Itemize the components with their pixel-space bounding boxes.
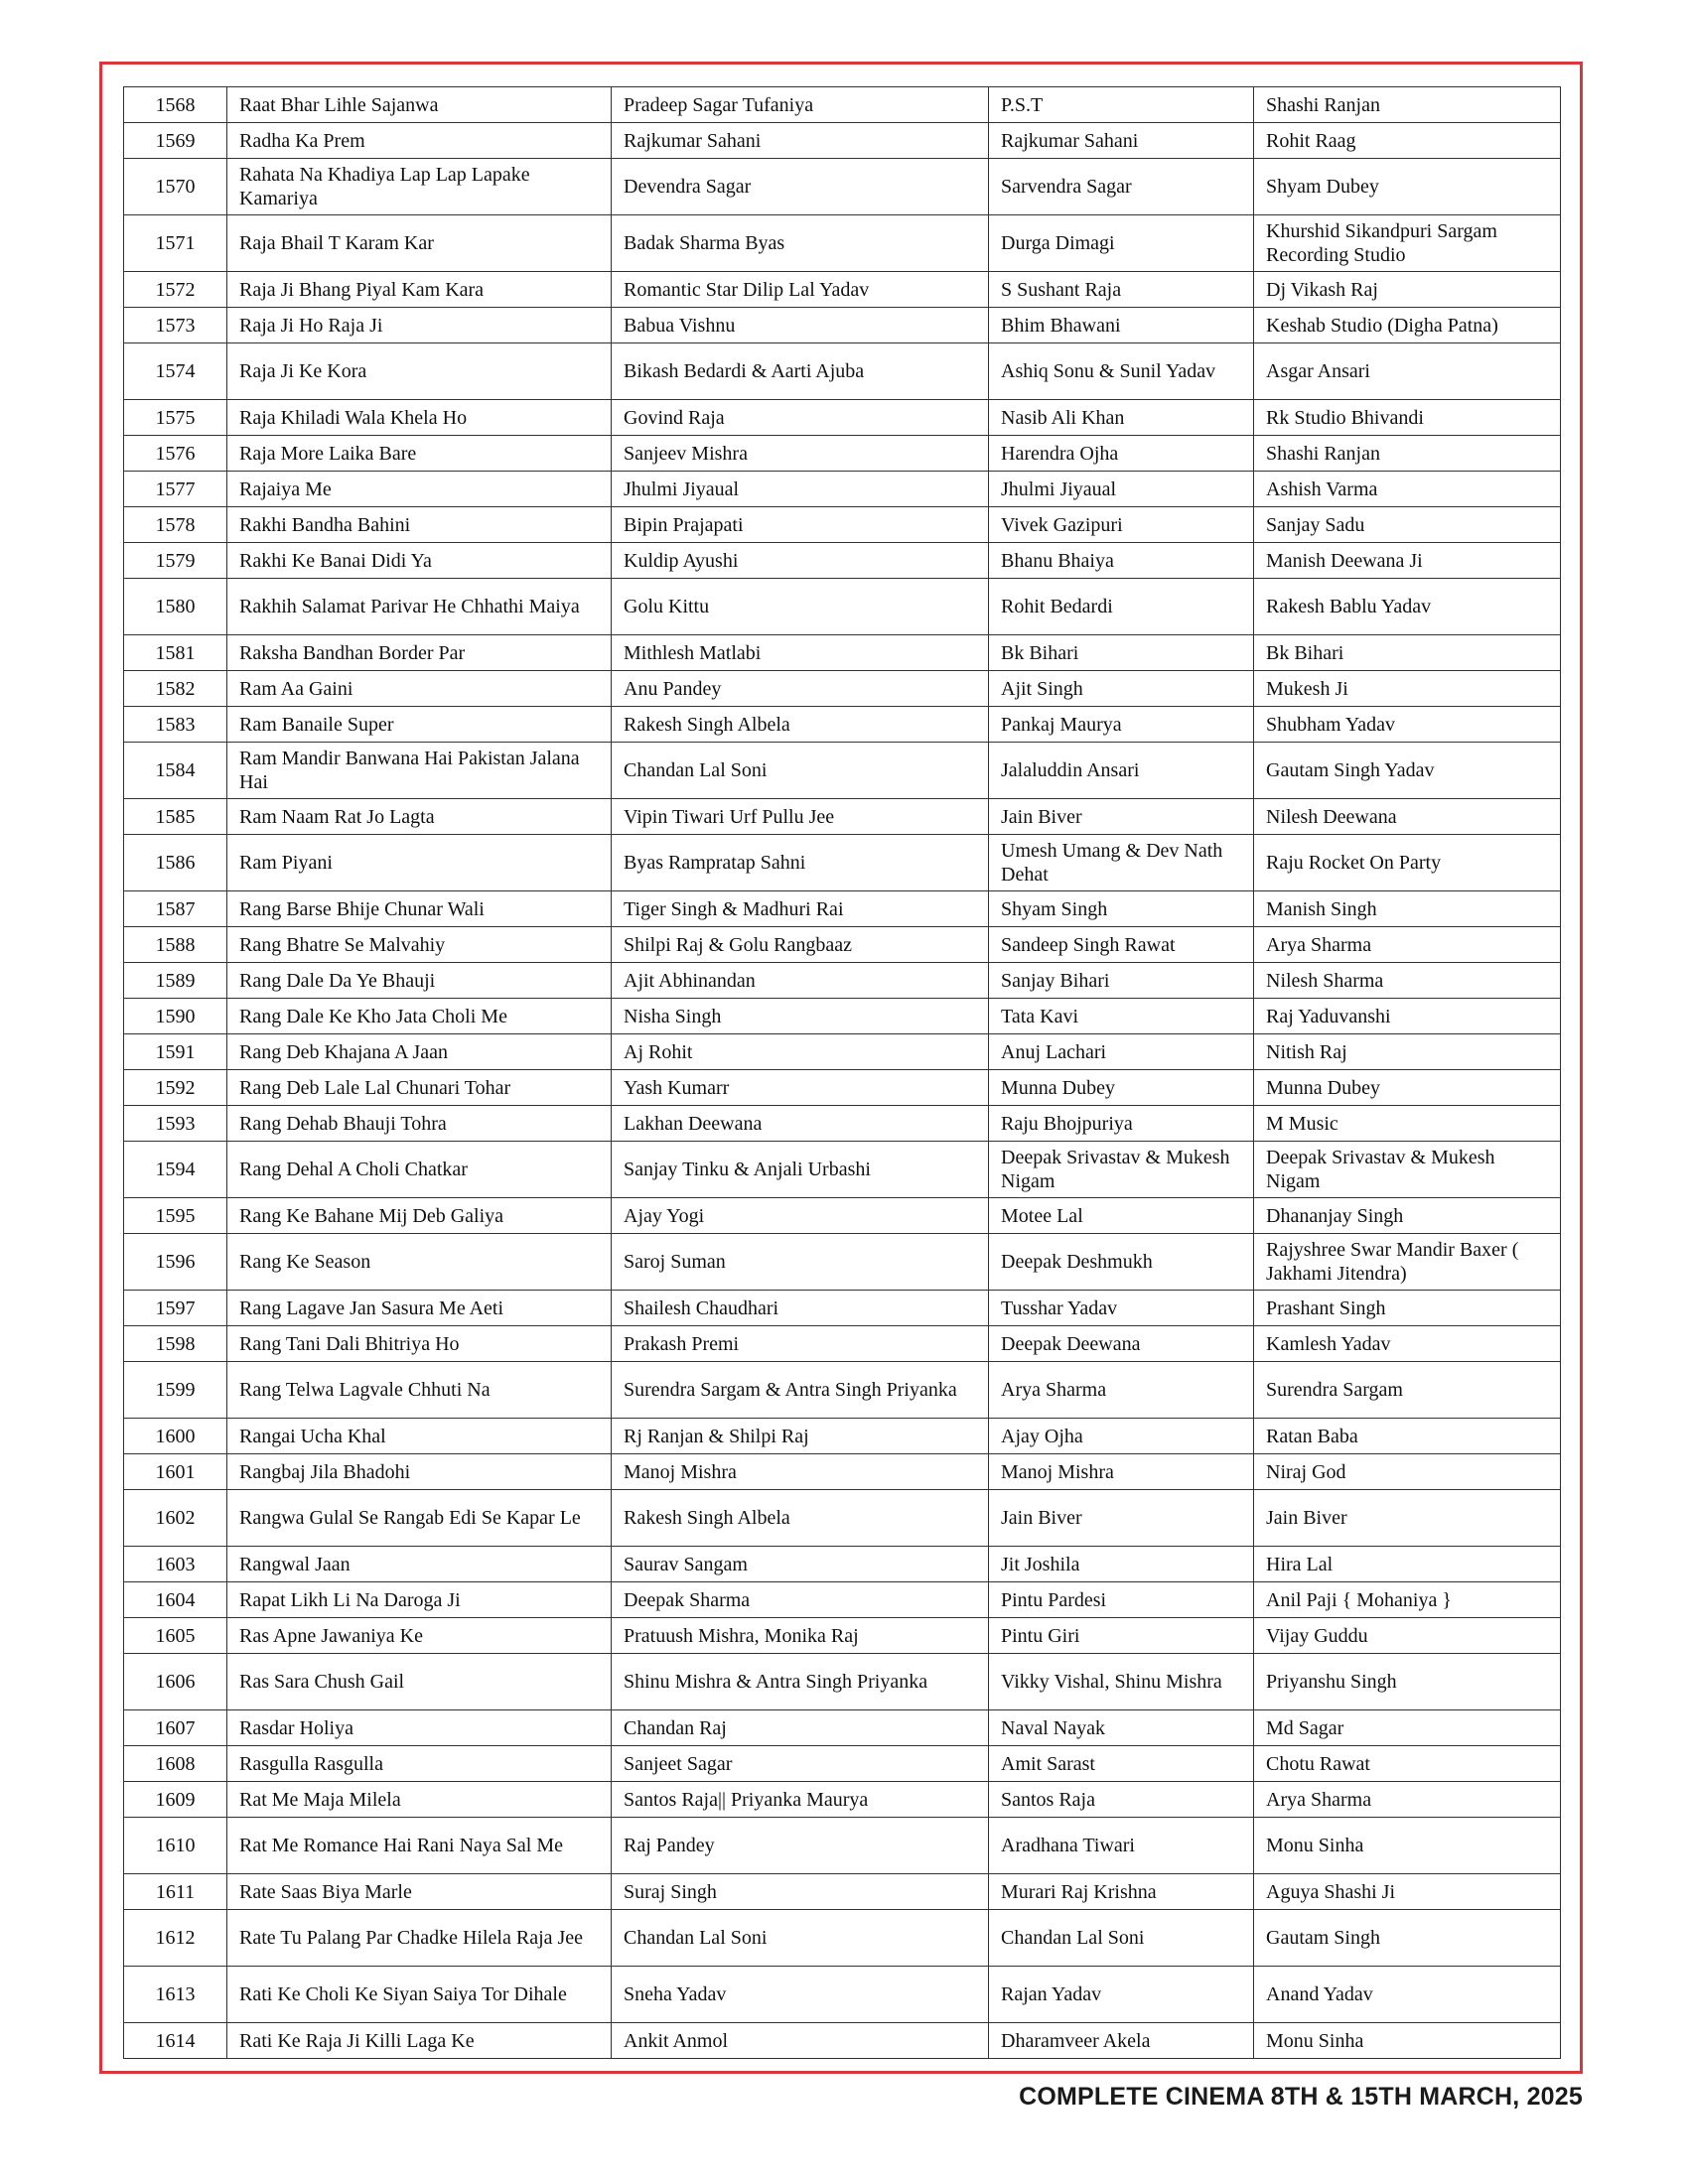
singer-cell: Chandan Lal Soni	[612, 1910, 989, 1967]
song-title-cell: Ras Apne Jawaniya Ke	[227, 1618, 612, 1654]
lyricist-cell: Bhim Bhawani	[989, 308, 1254, 343]
song-title-cell: Rakhi Bandha Bahini	[227, 507, 612, 543]
table-row	[124, 1419, 1561, 1454]
music-cell: Hira Lal	[1254, 1547, 1561, 1582]
song-title-cell: Rakhih Salamat Parivar He Chhathi Maiya	[227, 579, 612, 635]
serial-number-cell: 1612	[124, 1910, 227, 1967]
lyricist-cell: Murari Raj Krishna	[989, 1874, 1254, 1910]
serial-number-cell: 1585	[124, 799, 227, 835]
music-cell: Rakesh Bablu Yadav	[1254, 579, 1561, 635]
table-row	[124, 1142, 1561, 1198]
singer-cell: Deepak Sharma	[612, 1582, 989, 1618]
singer-cell: Golu Kittu	[612, 579, 989, 635]
serial-number-cell: 1603	[124, 1547, 227, 1582]
singer-cell: Rj Ranjan & Shilpi Raj	[612, 1419, 989, 1454]
serial-number-cell: 1613	[124, 1967, 227, 2023]
music-cell: Arya Sharma	[1254, 1782, 1561, 1818]
serial-number-cell: 1602	[124, 1490, 227, 1547]
table-row	[124, 999, 1561, 1034]
lyricist-cell: Deepak Deshmukh	[989, 1234, 1254, 1291]
table-row	[124, 436, 1561, 472]
music-cell: Rajyshree Swar Mandir Baxer ( Jakhami Jitendra)	[1254, 1234, 1561, 1291]
serial-number-cell: 1610	[124, 1818, 227, 1874]
lyricist-cell: Shyam Singh	[989, 891, 1254, 927]
song-title-cell: Rat Me Romance Hai Rani Naya Sal Me	[227, 1818, 612, 1874]
song-title-cell: Rang Ke Bahane Mij Deb Galiya	[227, 1198, 612, 1234]
singer-cell: Shinu Mishra & Antra Singh Priyanka	[612, 1654, 989, 1710]
lyricist-cell: S Sushant Raja	[989, 272, 1254, 308]
table-row	[124, 1547, 1561, 1582]
song-title-cell: Rate Tu Palang Par Chadke Hilela Raja Jee	[227, 1910, 612, 1967]
singer-cell: Badak Sharma Byas	[612, 215, 989, 272]
song-title-cell: Ram Mandir Banwana Hai Pakistan Jalana Hai	[227, 743, 612, 799]
singer-cell: Shilpi Raj & Golu Rangbaaz	[612, 927, 989, 963]
lyricist-cell: Ajit Singh	[989, 671, 1254, 707]
serial-number-cell: 1579	[124, 543, 227, 579]
serial-number-cell: 1595	[124, 1198, 227, 1234]
song-title-cell: Rati Ke Raja Ji Killi Laga Ke	[227, 2023, 612, 2059]
serial-number-cell: 1587	[124, 891, 227, 927]
serial-number-cell: 1571	[124, 215, 227, 272]
table-row	[124, 472, 1561, 507]
music-cell: Priyanshu Singh	[1254, 1654, 1561, 1710]
lyricist-cell: Aradhana Tiwari	[989, 1818, 1254, 1874]
song-title-cell: Ram Banaile Super	[227, 707, 612, 743]
lyricist-cell: Munna Dubey	[989, 1070, 1254, 1106]
music-cell: Mukesh Ji	[1254, 671, 1561, 707]
music-cell: Surendra Sargam	[1254, 1362, 1561, 1419]
table-row	[124, 1874, 1561, 1910]
publication-footer: COMPLETE CINEMA 8TH & 15TH MARCH, 2025	[1019, 2083, 1583, 2111]
song-title-cell: Rate Saas Biya Marle	[227, 1874, 612, 1910]
table-row	[124, 1454, 1561, 1490]
song-title-cell: Rati Ke Choli Ke Siyan Saiya Tor Dihale	[227, 1967, 612, 2023]
song-title-cell: Raja Khiladi Wala Khela Ho	[227, 400, 612, 436]
music-cell: Deepak Srivastav & Mukesh Nigam	[1254, 1142, 1561, 1198]
song-title-cell: Rang Dale Ke Kho Jata Choli Me	[227, 999, 612, 1034]
singer-cell: Pratuush Mishra, Monika Raj	[612, 1618, 989, 1654]
lyricist-cell: Sarvendra Sagar	[989, 159, 1254, 215]
singer-cell: Lakhan Deewana	[612, 1106, 989, 1142]
song-registry-table	[123, 86, 1561, 2059]
lyricist-cell: Pintu Giri	[989, 1618, 1254, 1654]
lyricist-cell: Santos Raja	[989, 1782, 1254, 1818]
serial-number-cell: 1570	[124, 159, 227, 215]
table-row	[124, 543, 1561, 579]
serial-number-cell: 1591	[124, 1034, 227, 1070]
music-cell: Shashi Ranjan	[1254, 436, 1561, 472]
serial-number-cell: 1607	[124, 1710, 227, 1746]
serial-number-cell: 1599	[124, 1362, 227, 1419]
music-cell: Shashi Ranjan	[1254, 87, 1561, 123]
serial-number-cell: 1590	[124, 999, 227, 1034]
music-cell: Arya Sharma	[1254, 927, 1561, 963]
serial-number-cell: 1573	[124, 308, 227, 343]
singer-cell: Bipin Prajapati	[612, 507, 989, 543]
music-cell: Nitish Raj	[1254, 1034, 1561, 1070]
music-cell: Shyam Dubey	[1254, 159, 1561, 215]
serial-number-cell: 1594	[124, 1142, 227, 1198]
music-cell: Aguya Shashi Ji	[1254, 1874, 1561, 1910]
music-cell: Khurshid Sikandpuri Sargam Recording Studio	[1254, 215, 1561, 272]
music-cell: Raj Yaduvanshi	[1254, 999, 1561, 1034]
lyricist-cell: Jalaluddin Ansari	[989, 743, 1254, 799]
song-title-cell: Rang Tani Dali Bhitriya Ho	[227, 1326, 612, 1362]
table-row	[124, 215, 1561, 272]
song-title-cell: Rang Deb Lale Lal Chunari Tohar	[227, 1070, 612, 1106]
lyricist-cell: Chandan Lal Soni	[989, 1910, 1254, 1967]
lyricist-cell: Tusshar Yadav	[989, 1291, 1254, 1326]
singer-cell: Saurav Sangam	[612, 1547, 989, 1582]
music-cell: Dhananjay Singh	[1254, 1198, 1561, 1234]
song-title-cell: Ram Piyani	[227, 835, 612, 891]
song-title-cell: Rang Dehal A Choli Chatkar	[227, 1142, 612, 1198]
serial-number-cell: 1608	[124, 1746, 227, 1782]
serial-number-cell: 1572	[124, 272, 227, 308]
lyricist-cell: Durga Dimagi	[989, 215, 1254, 272]
song-title-cell: Rang Dehab Bhauji Tohra	[227, 1106, 612, 1142]
song-title-cell: Radha Ka Prem	[227, 123, 612, 159]
lyricist-cell: Jain Biver	[989, 1490, 1254, 1547]
serial-number-cell: 1580	[124, 579, 227, 635]
singer-cell: Santos Raja|| Priyanka Maurya	[612, 1782, 989, 1818]
table-row	[124, 835, 1561, 891]
music-cell: Monu Sinha	[1254, 1818, 1561, 1874]
singer-cell: Nisha Singh	[612, 999, 989, 1034]
serial-number-cell: 1574	[124, 343, 227, 400]
singer-cell: Sanjay Tinku & Anjali Urbashi	[612, 1142, 989, 1198]
music-cell: Vijay Guddu	[1254, 1618, 1561, 1654]
song-title-cell: Rasdar Holiya	[227, 1710, 612, 1746]
music-cell: Ashish Varma	[1254, 472, 1561, 507]
serial-number-cell: 1598	[124, 1326, 227, 1362]
serial-number-cell: 1601	[124, 1454, 227, 1490]
lyricist-cell: Naval Nayak	[989, 1710, 1254, 1746]
serial-number-cell: 1604	[124, 1582, 227, 1618]
lyricist-cell: Raju Bhojpuriya	[989, 1106, 1254, 1142]
music-cell: Munna Dubey	[1254, 1070, 1561, 1106]
table-row	[124, 1362, 1561, 1419]
table-row	[124, 343, 1561, 400]
music-cell: Anil Paji { Mohaniya }	[1254, 1582, 1561, 1618]
serial-number-cell: 1609	[124, 1782, 227, 1818]
table-row	[124, 1654, 1561, 1710]
singer-cell: Rajkumar Sahani	[612, 123, 989, 159]
table-row	[124, 87, 1561, 123]
lyricist-cell: Jhulmi Jiyaual	[989, 472, 1254, 507]
table-row	[124, 1746, 1561, 1782]
song-title-cell: Rapat Likh Li Na Daroga Ji	[227, 1582, 612, 1618]
song-title-cell: Rasgulla Rasgulla	[227, 1746, 612, 1782]
singer-cell: Govind Raja	[612, 400, 989, 436]
singer-cell: Surendra Sargam & Antra Singh Priyanka	[612, 1362, 989, 1419]
table-row	[124, 891, 1561, 927]
song-title-cell: Raja Ji Ke Kora	[227, 343, 612, 400]
singer-cell: Suraj Singh	[612, 1874, 989, 1910]
singer-cell: Manoj Mishra	[612, 1454, 989, 1490]
music-cell: Gautam Singh	[1254, 1910, 1561, 1967]
table-row	[124, 308, 1561, 343]
music-cell: Anand Yadav	[1254, 1967, 1561, 2023]
song-title-cell: Rang Bhatre Se Malvahiy	[227, 927, 612, 963]
table-row	[124, 1967, 1561, 2023]
lyricist-cell: Tata Kavi	[989, 999, 1254, 1034]
singer-cell: Tiger Singh & Madhuri Rai	[612, 891, 989, 927]
song-title-cell: Ras Sara Chush Gail	[227, 1654, 612, 1710]
music-cell: M Music	[1254, 1106, 1561, 1142]
singer-cell: Shailesh Chaudhari	[612, 1291, 989, 1326]
song-title-cell: Raat Bhar Lihle Sajanwa	[227, 87, 612, 123]
lyricist-cell: Jain Biver	[989, 799, 1254, 835]
song-title-cell: Raja Ji Ho Raja Ji	[227, 308, 612, 343]
singer-cell: Ajit Abhinandan	[612, 963, 989, 999]
lyricist-cell: Nasib Ali Khan	[989, 400, 1254, 436]
serial-number-cell: 1606	[124, 1654, 227, 1710]
music-cell: Gautam Singh Yadav	[1254, 743, 1561, 799]
singer-cell: Sanjeet Sagar	[612, 1746, 989, 1782]
singer-cell: Saroj Suman	[612, 1234, 989, 1291]
singer-cell: Sneha Yadav	[612, 1967, 989, 2023]
lyricist-cell: Jit Joshila	[989, 1547, 1254, 1582]
lyricist-cell: Vikky Vishal, Shinu Mishra	[989, 1654, 1254, 1710]
song-title-cell: Rangwal Jaan	[227, 1547, 612, 1582]
serial-number-cell: 1600	[124, 1419, 227, 1454]
song-title-cell: Rang Telwa Lagvale Chhuti Na	[227, 1362, 612, 1419]
singer-cell: Mithlesh Matlabi	[612, 635, 989, 671]
music-cell: Rohit Raag	[1254, 123, 1561, 159]
music-cell: Jain Biver	[1254, 1490, 1561, 1547]
song-title-cell: Rajaiya Me	[227, 472, 612, 507]
song-title-cell: Rang Dale Da Ye Bhauji	[227, 963, 612, 999]
lyricist-cell: Anuj Lachari	[989, 1034, 1254, 1070]
table-row	[124, 635, 1561, 671]
lyricist-cell: Vivek Gazipuri	[989, 507, 1254, 543]
table-row	[124, 159, 1561, 215]
serial-number-cell: 1581	[124, 635, 227, 671]
song-title-cell: Rang Barse Bhije Chunar Wali	[227, 891, 612, 927]
music-cell: Md Sagar	[1254, 1710, 1561, 1746]
serial-number-cell: 1577	[124, 472, 227, 507]
song-title-cell: Rangbaj Jila Bhadohi	[227, 1454, 612, 1490]
singer-cell: Devendra Sagar	[612, 159, 989, 215]
song-title-cell: Raja Ji Bhang Piyal Kam Kara	[227, 272, 612, 308]
singer-cell: Chandan Raj	[612, 1710, 989, 1746]
serial-number-cell: 1592	[124, 1070, 227, 1106]
table-row	[124, 1582, 1561, 1618]
song-registry-body	[124, 87, 1561, 2059]
lyricist-cell: Rohit Bedardi	[989, 579, 1254, 635]
song-title-cell: Raja More Laika Bare	[227, 436, 612, 472]
lyricist-cell: Rajan Yadav	[989, 1967, 1254, 2023]
singer-cell: Ajay Yogi	[612, 1198, 989, 1234]
serial-number-cell: 1596	[124, 1234, 227, 1291]
music-cell: Chotu Rawat	[1254, 1746, 1561, 1782]
serial-number-cell: 1586	[124, 835, 227, 891]
singer-cell: Sanjeev Mishra	[612, 436, 989, 472]
table-row	[124, 1618, 1561, 1654]
singer-cell: Yash Kumarr	[612, 1070, 989, 1106]
singer-cell: Chandan Lal Soni	[612, 743, 989, 799]
table-row	[124, 963, 1561, 999]
music-cell: Manish Deewana Ji	[1254, 543, 1561, 579]
song-title-cell: Raja Bhail T Karam Kar	[227, 215, 612, 272]
song-title-cell: Raksha Bandhan Border Par	[227, 635, 612, 671]
serial-number-cell: 1578	[124, 507, 227, 543]
music-cell: Keshab Studio (Digha Patna)	[1254, 308, 1561, 343]
table-row	[124, 1326, 1561, 1362]
singer-cell: Rakesh Singh Albela	[612, 707, 989, 743]
table-row	[124, 707, 1561, 743]
lyricist-cell: Manoj Mishra	[989, 1454, 1254, 1490]
song-title-cell: Rangai Ucha Khal	[227, 1419, 612, 1454]
lyricist-cell: Ashiq Sonu & Sunil Yadav	[989, 343, 1254, 400]
music-cell: Ratan Baba	[1254, 1419, 1561, 1454]
table-row	[124, 1034, 1561, 1070]
serial-number-cell: 1576	[124, 436, 227, 472]
music-cell: Rk Studio Bhivandi	[1254, 400, 1561, 436]
singer-cell: Jhulmi Jiyaual	[612, 472, 989, 507]
serial-number-cell: 1588	[124, 927, 227, 963]
serial-number-cell: 1614	[124, 2023, 227, 2059]
table-row	[124, 927, 1561, 963]
lyricist-cell: Ajay Ojha	[989, 1419, 1254, 1454]
lyricist-cell: Deepak Srivastav & Mukesh Nigam	[989, 1142, 1254, 1198]
music-cell: Nilesh Sharma	[1254, 963, 1561, 999]
music-cell: Prashant Singh	[1254, 1291, 1561, 1326]
table-row	[124, 671, 1561, 707]
table-row	[124, 579, 1561, 635]
singer-cell: Rakesh Singh Albela	[612, 1490, 989, 1547]
table-row	[124, 1234, 1561, 1291]
serial-number-cell: 1582	[124, 671, 227, 707]
serial-number-cell: 1597	[124, 1291, 227, 1326]
song-title-cell: Rakhi Ke Banai Didi Ya	[227, 543, 612, 579]
music-cell: Kamlesh Yadav	[1254, 1326, 1561, 1362]
music-cell: Manish Singh	[1254, 891, 1561, 927]
lyricist-cell: Pintu Pardesi	[989, 1582, 1254, 1618]
song-title-cell: Rahata Na Khadiya Lap Lap Lapake Kamariya	[227, 159, 612, 215]
music-cell: Asgar Ansari	[1254, 343, 1561, 400]
table-row	[124, 1710, 1561, 1746]
table-row	[124, 507, 1561, 543]
table-row	[124, 1490, 1561, 1547]
lyricist-cell: Bk Bihari	[989, 635, 1254, 671]
singer-cell: Babua Vishnu	[612, 308, 989, 343]
table-row	[124, 1198, 1561, 1234]
song-title-cell: Rat Me Maja Milela	[227, 1782, 612, 1818]
lyricist-cell: Deepak Deewana	[989, 1326, 1254, 1362]
music-cell: Raju Rocket On Party	[1254, 835, 1561, 891]
singer-cell: Anu Pandey	[612, 671, 989, 707]
singer-cell: Raj Pandey	[612, 1818, 989, 1874]
lyricist-cell: Rajkumar Sahani	[989, 123, 1254, 159]
lyricist-cell: P.S.T	[989, 87, 1254, 123]
music-cell: Dj Vikash Raj	[1254, 272, 1561, 308]
singer-cell: Vipin Tiwari Urf Pullu Jee	[612, 799, 989, 835]
serial-number-cell: 1569	[124, 123, 227, 159]
singer-cell: Prakash Premi	[612, 1326, 989, 1362]
song-title-cell: Rang Deb Khajana A Jaan	[227, 1034, 612, 1070]
music-cell: Niraj God	[1254, 1454, 1561, 1490]
music-cell: Monu Sinha	[1254, 2023, 1561, 2059]
table-row	[124, 1910, 1561, 1967]
serial-number-cell: 1611	[124, 1874, 227, 1910]
table-row	[124, 2023, 1561, 2059]
lyricist-cell: Sandeep Singh Rawat	[989, 927, 1254, 963]
serial-number-cell: 1575	[124, 400, 227, 436]
lyricist-cell: Sanjay Bihari	[989, 963, 1254, 999]
singer-cell: Kuldip Ayushi	[612, 543, 989, 579]
lyricist-cell: Pankaj Maurya	[989, 707, 1254, 743]
lyricist-cell: Amit Sarast	[989, 1746, 1254, 1782]
table-row	[124, 1070, 1561, 1106]
serial-number-cell: 1589	[124, 963, 227, 999]
table-row	[124, 799, 1561, 835]
serial-number-cell: 1583	[124, 707, 227, 743]
table-row	[124, 1106, 1561, 1142]
singer-cell: Byas Rampratap Sahni	[612, 835, 989, 891]
song-title-cell: Rangwa Gulal Se Rangab Edi Se Kapar Le	[227, 1490, 612, 1547]
table-row	[124, 1818, 1561, 1874]
song-title-cell: Ram Naam Rat Jo Lagta	[227, 799, 612, 835]
song-title-cell: Rang Ke Season	[227, 1234, 612, 1291]
table-row	[124, 1291, 1561, 1326]
table-row	[124, 272, 1561, 308]
singer-cell: Aj Rohit	[612, 1034, 989, 1070]
serial-number-cell: 1605	[124, 1618, 227, 1654]
singer-cell: Ankit Anmol	[612, 2023, 989, 2059]
lyricist-cell: Bhanu Bhaiya	[989, 543, 1254, 579]
lyricist-cell: Umesh Umang & Dev Nath Dehat	[989, 835, 1254, 891]
singer-cell: Romantic Star Dilip Lal Yadav	[612, 272, 989, 308]
table-row	[124, 123, 1561, 159]
song-title-cell: Rang Lagave Jan Sasura Me Aeti	[227, 1291, 612, 1326]
singer-cell: Pradeep Sagar Tufaniya	[612, 87, 989, 123]
lyricist-cell: Harendra Ojha	[989, 436, 1254, 472]
serial-number-cell: 1584	[124, 743, 227, 799]
music-cell: Bk Bihari	[1254, 635, 1561, 671]
song-title-cell: Ram Aa Gaini	[227, 671, 612, 707]
lyricist-cell: Arya Sharma	[989, 1362, 1254, 1419]
serial-number-cell: 1568	[124, 87, 227, 123]
singer-cell: Bikash Bedardi & Aarti Ajuba	[612, 343, 989, 400]
lyricist-cell: Dharamveer Akela	[989, 2023, 1254, 2059]
serial-number-cell: 1593	[124, 1106, 227, 1142]
music-cell: Shubham Yadav	[1254, 707, 1561, 743]
table-row	[124, 1782, 1561, 1818]
music-cell: Nilesh Deewana	[1254, 799, 1561, 835]
table-row	[124, 400, 1561, 436]
table-row	[124, 743, 1561, 799]
lyricist-cell: Motee Lal	[989, 1198, 1254, 1234]
music-cell: Sanjay Sadu	[1254, 507, 1561, 543]
